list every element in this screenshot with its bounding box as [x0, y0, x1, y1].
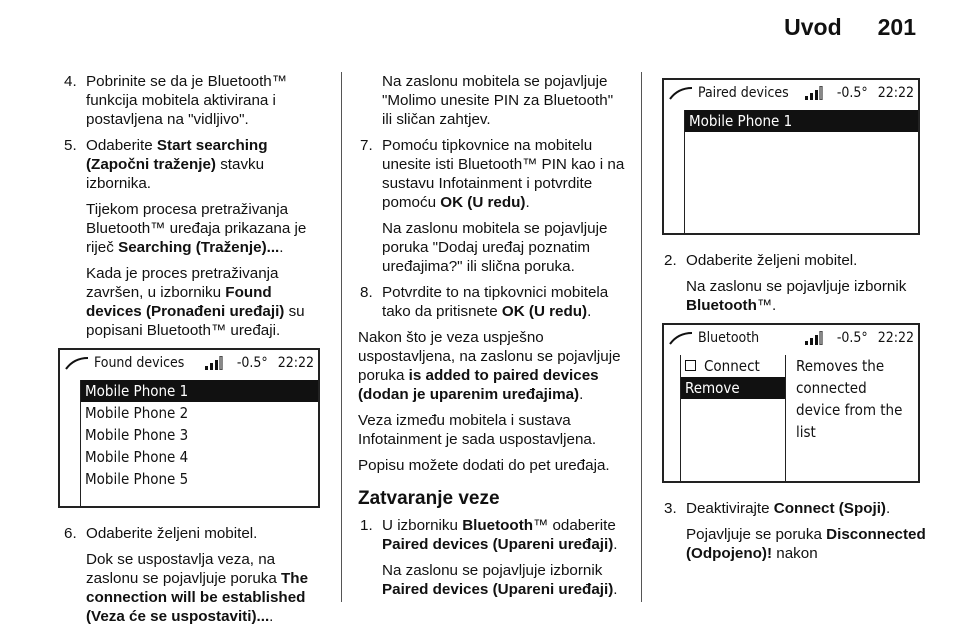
bluetooth-menu-paragraph: Na zaslonu se pojavljuje izbornik Bluetooth™. [686, 278, 907, 314]
step-5: 5. Odaberite Start searching (Započni traženje) stavku izbornika. [64, 137, 268, 192]
column-2 [358, 72, 626, 606]
step-6: 6. Odaberite željeni mobitel. [64, 525, 258, 542]
paired-menu-paragraph: Na zaslonu se pojavljuje izbornik Paired devices (Upareni uređaji). [382, 562, 618, 598]
step-2: 2. Odaberite željeni mobitel. [664, 252, 858, 269]
device-list-item[interactable]: Mobile Phone 2 [85, 404, 189, 422]
screen-title-bar: Paired devices -0.5° 22:22 [664, 80, 918, 106]
step-8: 8. Potvrdite to na tipkovnici mobitela tako da pritisnete OK (U redu). [360, 284, 609, 320]
step-1: 1. U izborniku Bluetooth™ odaberite Paired devices (Upareni uređaji). [360, 517, 618, 553]
signal-strength-icon [805, 86, 823, 100]
column-divider [641, 72, 642, 602]
page-header [784, 14, 916, 41]
connection-established-paragraph: Veza između mobitela i sustava Infotainment je sada uspostavljena. [358, 412, 597, 448]
device-list-item[interactable]: Mobile Phone 3 [85, 426, 189, 444]
device-list [80, 380, 318, 506]
step-3: 3. Deaktivirajte Connect (Spoji). [664, 500, 891, 517]
help-text: Removes the connected device from the list [796, 357, 903, 441]
paired-device-item[interactable]: Mobile Phone 1 [685, 110, 918, 132]
searching-paragraph: Tijekom procesa pretraživanja Bluetooth™ uređaja prikazana je riječ Searching (Traženje).... [86, 201, 307, 256]
column-divider [341, 72, 342, 602]
bluetooth-screen [662, 323, 920, 483]
column-1 [62, 72, 324, 633]
pin-request-paragraph: Na zaslonu mobitela se pojavljuje "Molimo unesite PIN za Bluetooth" ili sličan zahtjev. [382, 73, 614, 128]
five-devices-paragraph: Popisu možete dodati do pet uređaja. [358, 457, 610, 474]
connecting-paragraph: Dok se uspostavlja veza, na zaslonu se pojavljuje poruka The connection will be established (Veza će se uspostaviti).... [86, 551, 309, 625]
connect-option[interactable]: Connect [681, 355, 785, 377]
found-devices-paragraph: Kada je proces pretraživanja završen, u izborniku Found devices (Pronađeni uređaji) su popisani Bluetooth™ uređaji. [86, 265, 305, 339]
add-device-paragraph: Na zaslonu mobitela se pojavljuje poruka "Dodaj uređaj poznatim uređajima?" ili slična poruka. [382, 220, 608, 275]
device-list-item[interactable]: Mobile Phone 1 [81, 380, 318, 402]
column-3 [662, 78, 927, 570]
section-title: Uvod [784, 14, 842, 40]
page-number: 201 [877, 14, 916, 40]
screen-title-bar: Found devices -0.5° 22:22 [60, 350, 318, 376]
step-4: 4. Pobrinite se da je Bluetooth™ funkcija mobitela aktivirana i postavljena na "vidljivo". [64, 73, 287, 128]
device-list-item[interactable]: Mobile Phone 4 [85, 448, 189, 466]
bluetooth-options [680, 355, 786, 481]
paired-devices-screen [662, 78, 920, 235]
signal-strength-icon [805, 331, 823, 345]
phone-wand-icon [668, 331, 694, 345]
phone-wand-icon [668, 86, 694, 100]
paired-device-list [684, 110, 918, 233]
found-devices-screen [58, 348, 320, 508]
step-7: 7. Pomoću tipkovnice na mobitelu unesite isti Bluetooth™ PIN kao i na sustavu Infotainment i potvrdite pomoću OK (U redu). [360, 137, 625, 211]
checkbox-icon [685, 360, 696, 371]
section-heading: Zatvaranje veze [358, 488, 500, 509]
connected-paragraph: Nakon što je veza uspješno uspostavljena, na zaslonu se pojavljuje poruka is added to paired devices (dodan je uparenim uređajima). [358, 329, 621, 403]
remove-option[interactable]: Remove [681, 377, 785, 399]
device-list-item[interactable]: Mobile Phone 5 [85, 470, 189, 488]
phone-wand-icon [64, 356, 90, 370]
signal-strength-icon [205, 356, 223, 370]
screen-title-bar: Bluetooth -0.5° 22:22 [664, 325, 918, 351]
disconnected-paragraph: Pojavljuje se poruka Disconnected (Odpojeno)! nakon [686, 526, 926, 562]
